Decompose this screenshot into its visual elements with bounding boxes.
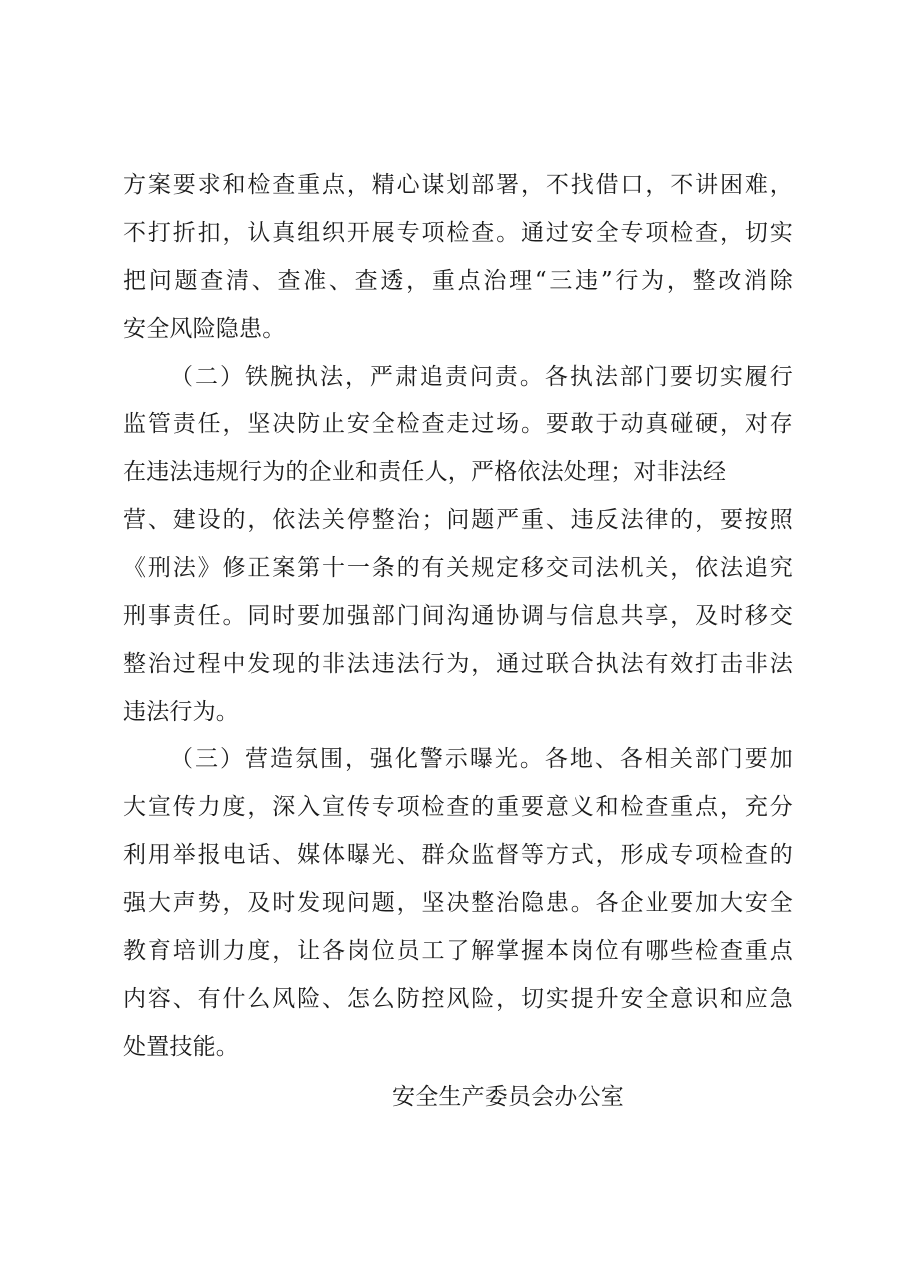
section-heading-line: （二）铁腕执法，严肃追责问责。各执法部门要切实履行 xyxy=(170,364,793,390)
paragraph-line: 监管责任，坚决防止安全检查走过场。要敢于动真碰硬，对存 xyxy=(123,411,793,437)
paragraph-line: 违法行为。 xyxy=(123,699,239,725)
paragraph-line: 安全风险隐患。 xyxy=(123,316,286,342)
paragraph-line: 《刑法》修正案第十一条的有关规定移交司法机关，依法追究 xyxy=(123,555,793,581)
signature-office: 安全生产委员会办公室 xyxy=(392,1084,624,1110)
paragraph-line: 教育培训力度，让各岗位员工了解掌握本岗位有哪些检查重点 xyxy=(123,938,793,964)
paragraph-line: 刑事责任。同时要加强部门间沟通协调与信息共享，及时移交 xyxy=(123,603,793,629)
paragraph-line: 大宣传力度，深入宣传专项检查的重要意义和检查重点，充分 xyxy=(123,794,793,820)
section-heading-line: （三）营造氛围，强化警示曝光。各地、各相关部门要加 xyxy=(170,746,793,772)
paragraph-line: 强大声势，及时发现问题，坚决整治隐患。各企业要加大安全 xyxy=(123,890,793,916)
paragraph-line: 在违法违规行为的企业和责任人，严格依法处理；对非法经 xyxy=(123,459,727,485)
paragraph-line: 营、建设的，依法关停整治；问题严重、违反法律的，要按照 xyxy=(123,507,793,533)
paragraph-line: 方案要求和检查重点，精心谋划部署，不找借口，不讲困难， xyxy=(123,172,793,198)
paragraph-line: 处置技能。 xyxy=(123,1034,239,1060)
paragraph-line: 整治过程中发现的非法违法行为，通过联合执法有效打击非法 xyxy=(123,651,793,677)
paragraph-line: 把问题查清、查准、查透，重点治理“三违”行为，整改消除 xyxy=(123,268,793,294)
paragraph-line: 利用举报电话、媒体曝光、群众监督等方式，形成专项检查的 xyxy=(123,842,793,868)
paragraph-line: 不打折扣，认真组织开展专项检查。通过安全专项检查，切实 xyxy=(123,220,793,246)
paragraph-line: 内容、有什么风险、怎么防控风险，切实提升安全意识和应急 xyxy=(123,986,793,1012)
